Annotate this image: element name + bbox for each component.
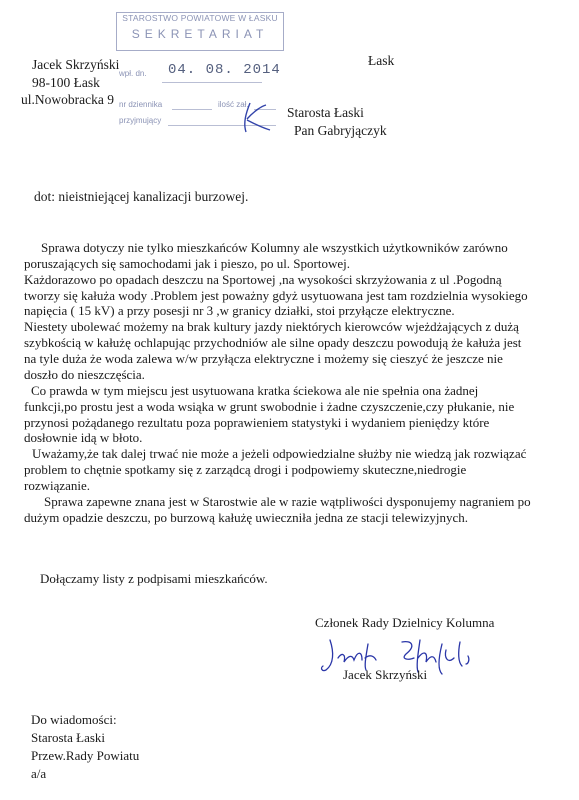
body-line: na tyle duża że woda zalewa w/w przyłącza elektryczne i możemy się cieszyć że jeszcze nie bbox=[24, 351, 503, 366]
stamp-dept: SEKRETARIAT bbox=[131, 27, 269, 41]
stamp-received-label: wpł. dn. bbox=[119, 69, 147, 78]
body-line: rozwiązanie. bbox=[24, 478, 91, 493]
body-line: tworzy się kałuża wody .Problem jest poważny gdyż usytuowana jest tam rozdzielnia wysokiego bbox=[24, 288, 528, 303]
body-line: Sprawa dotyczy nie tylko mieszkańców Kolumny ale wszystkich użytkowników zarówno bbox=[41, 240, 508, 255]
cc-heading: Do wiadomości: bbox=[31, 712, 117, 727]
subject-line: dot: nieistniejącej kanalizacji burzowej. bbox=[34, 189, 249, 204]
stamp-accepting-label: przyjmujący bbox=[119, 116, 162, 125]
signatory-role: Członek Rady Dzielnicy Kolumna bbox=[315, 615, 495, 630]
signatory-name: Jacek Skrzyński bbox=[343, 667, 428, 682]
recipient-line-2: Pan Gabryjączyk bbox=[294, 123, 387, 138]
stamp-journal-line bbox=[172, 109, 212, 110]
attachments-note: Dołączamy listy z podpisami mieszkańców. bbox=[40, 571, 268, 586]
stamp-office: STAROSTWO POWIATOWE W ŁASKU bbox=[122, 13, 278, 23]
stamp-attachments-label: ilość zał. bbox=[218, 100, 249, 109]
cc-item: Starosta Łaski bbox=[31, 730, 106, 745]
body-line: dużym opadzie deszczu, po burzową kałużę uwieczniła jedna ze stacji telewizyjnych. bbox=[24, 510, 468, 525]
stamp-journal-label: nr dziennika bbox=[119, 100, 163, 109]
body-line: napięcia ( 15 kV) a przy posesji nr 3 ,w granicy działki, stoi przyłącze elektryczne. bbox=[24, 303, 455, 318]
body-line: dosłownie idą w błoto. bbox=[24, 430, 143, 445]
body-line: przynosi pożądanego rezultatu poza poprawieniem statystyki i wydaniem pieniędzy które bbox=[24, 415, 490, 430]
body-line: problem to chętnie spotkamy się z zarządcą drogi i podpowiemy skuteczne,niedrogie bbox=[24, 462, 467, 477]
body-line: Każdorazowo po opadach deszczu na Sportowej ,na wysokości skrzyżowania z ul .Pogodną bbox=[24, 272, 502, 287]
body-line: Niestety ubolewać możemy na brak kultury jazdy niektórych kierowców wjeżdżających z dużą bbox=[24, 319, 519, 334]
initial-signature bbox=[236, 101, 276, 135]
sender-postal: 98-100 Łask bbox=[32, 75, 100, 90]
cc-item: Przew.Rady Powiatu bbox=[31, 748, 140, 763]
body-line: Co prawda w tym miejscu jest usytuowana kratka ściekowa ale nie spełnia ona żadnej bbox=[31, 383, 479, 398]
sender-street: ul.Nowobracka 9 bbox=[21, 92, 114, 107]
body-line: szybkością w kałużę ochlapując przychodniów ale silne opady deszczu powodują że kałuża jest bbox=[24, 335, 522, 350]
place: Łask bbox=[368, 53, 395, 68]
body-line: poruszających się samochodami jak i pieszo, po ul. Sportowej. bbox=[24, 256, 351, 271]
stamp-date-line bbox=[162, 82, 262, 83]
recipient-line-1: Starosta Łaski bbox=[287, 105, 364, 120]
sender-name: Jacek Skrzyński bbox=[32, 57, 120, 72]
body-line: Sprawa zapewne znana jest w Starostwie ale w razie wątpliwości dysponujemy nagraniem po bbox=[44, 494, 531, 509]
stamp-date: 04. 08. 2014 bbox=[168, 62, 281, 78]
cc-item: a/a bbox=[31, 766, 47, 781]
body-line: funkcji,po prostu jest a woda wsiąka w grunt swobodnie i żadne czyszczenie,czy płukanie, nie bbox=[24, 399, 515, 414]
body-line: doszło do nieszczęścia. bbox=[24, 367, 145, 382]
body-line: Uważamy,że tak dalej trwać nie może a jeżeli odpowiedzialne służby nie wiedzą jak rozwiązać bbox=[32, 446, 527, 461]
